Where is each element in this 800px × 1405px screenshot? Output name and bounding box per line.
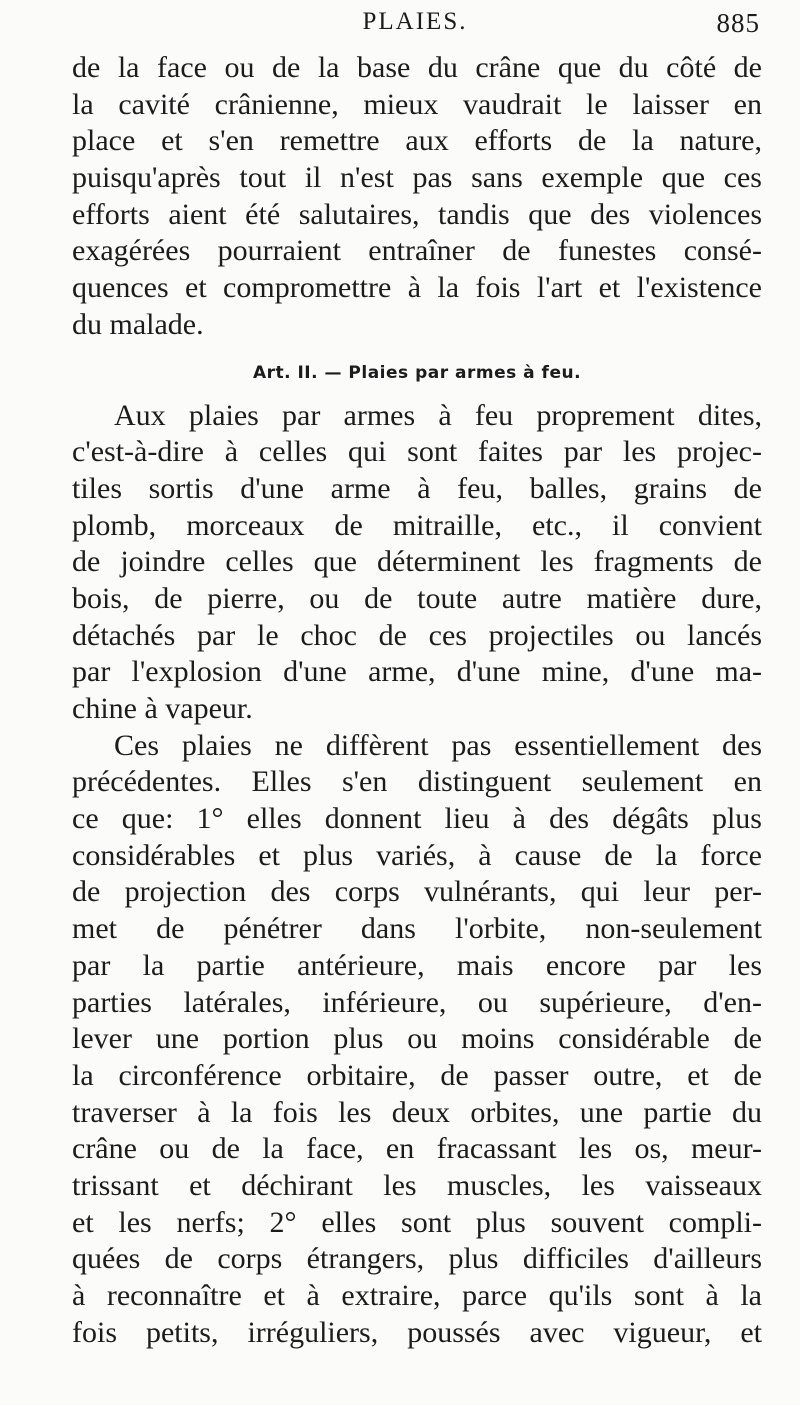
- text-line: considérables et plus variés, à cause de la force: [72, 838, 762, 872]
- text-line: de la face ou de la base du crâne que du côté de: [72, 51, 762, 84]
- text-line: la circonférence orbitaire, de passer outre, et de: [72, 1058, 762, 1092]
- text-line: Ces plaies ne diffèrent pas essentiellement des: [114, 728, 762, 762]
- text-line: par l'explosion d'une arme, d'une mine, d'une ma-: [72, 655, 762, 689]
- text-line: ce que: 1° elles donnent lieu à des dégâts plus: [72, 802, 762, 836]
- paragraph-continued: [72, 50, 762, 344]
- running-title: PLAIES.: [362, 8, 468, 35]
- text-line: crâne ou de la face, en fracassant les os, meur-: [72, 1132, 762, 1166]
- text-line: du malade.: [72, 307, 204, 341]
- text-line: efforts aient été salutaires, tandis que des violences: [72, 197, 762, 231]
- section-heading: Art. II. — Plaies par armes à feu.: [252, 362, 582, 383]
- running-header: [70, 8, 760, 44]
- text-line: de joindre celles que déterminent les fragments de: [72, 545, 762, 579]
- text-line: plomb, morceaux de mitraille, etc., il convient: [72, 508, 762, 542]
- text-line: quées de corps étrangers, plus difficiles d'ailleurs: [72, 1242, 762, 1276]
- text-line: fois petits, irréguliers, poussés avec vigueur, et: [72, 1315, 762, 1349]
- text-line: chine à vapeur.: [72, 692, 253, 725]
- text-line: à reconnaître et à extraire, parce qu'ils sont à la: [72, 1279, 762, 1312]
- text-line: précédentes. Elles s'en distinguent seulement en: [72, 765, 762, 799]
- paragraph-firearm-wounds: [72, 398, 762, 728]
- text-line: par la partie antérieure, mais encore par les: [72, 948, 762, 982]
- text-line: la cavité crânienne, mieux vaudrait le laisser en: [72, 87, 762, 121]
- text-line: puisqu'après tout il n'est pas sans exemple que ces: [72, 161, 762, 195]
- text-line: lever une portion plus ou moins considérable de: [72, 1022, 762, 1056]
- text-line: met de pénétrer dans l'orbite, non-seulement: [72, 912, 762, 946]
- text-line: place et s'en remettre aux efforts de la nature,: [72, 124, 762, 158]
- text-line: tiles sortis d'une arme à feu, balles, grains de: [72, 471, 762, 505]
- text-line: de projection des corps vulnérants, qui leur per-: [72, 875, 762, 909]
- body-text: [72, 50, 762, 1351]
- text-line: traverser à la fois les deux orbites, une partie du: [72, 1095, 762, 1129]
- text-line: c'est-à-dire à celles qui sont faites par les projec-: [72, 435, 762, 469]
- text-line: détachés par le choc de ces projectiles ou lancés: [72, 618, 762, 652]
- paragraph-differences: [72, 728, 762, 1352]
- text-line: Aux plaies par armes à feu proprement dites,: [114, 398, 762, 432]
- text-line: et les nerfs; 2° elles sont plus souvent compli-: [72, 1205, 762, 1239]
- text-line: bois, de pierre, ou de toute autre matière dure,: [72, 581, 762, 615]
- text-line: quences et compromettre à la fois l'art et l'existence: [72, 271, 762, 305]
- text-line: exagérées pourraient entraîner de funestes consé-: [72, 234, 762, 268]
- text-line: trissant et déchirant les muscles, les vaisseaux: [72, 1168, 762, 1202]
- text-line: parties latérales, inférieure, ou supérieure, d'en-: [72, 985, 762, 1019]
- page-number: 885: [716, 8, 760, 38]
